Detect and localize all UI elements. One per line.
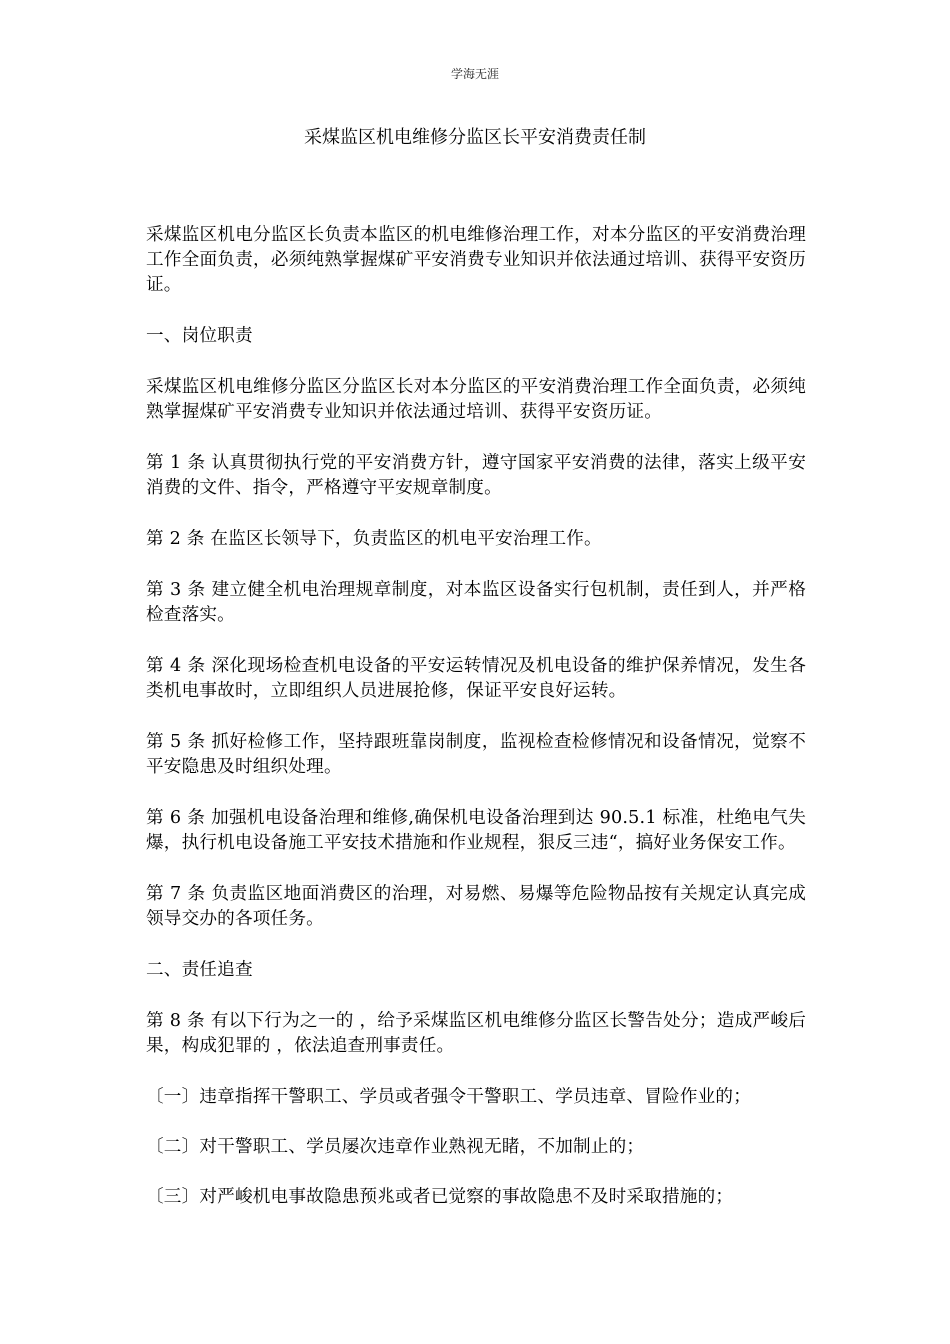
intro-paragraph: 采煤监区机电分监区长负责本监区的机电维修治理工作，对本分监区的平安消费治理工作全面负责，必须纯熟掌握煤矿平安消费专业知识并依法通过培训、获得平安资历证。: [146, 225, 806, 295]
section-heading-duties: 一、岗位职责: [146, 326, 253, 346]
article-7: 第 7 条 负责监区地面消费区的治理，对易燃、易爆等危险物品按有关规定认真完成领导交办的各项任务。: [146, 884, 806, 929]
article-4: 第 4 条 深化现场检查机电设备的平安运转情况及机电设备的维护保养情况，发生各类机电事故时，立即组织人员进展抢修，保证平安良好运转。: [146, 656, 806, 701]
page-header: 学海无涯: [450, 67, 499, 81]
document-title: 采煤监区机电维修分监区长平安消费责任制: [304, 127, 646, 148]
document-body: [146, 223, 806, 1235]
article-6: 第 6 条 加强机电设备治理和维修,确保机电设备治理到达 90.5.1 标准，杜绝电气失爆，执行机电设备施工平安技术措施和作业规程，狠反三违“，搞好业务保安工作。: [146, 808, 806, 853]
article-8: 第 8 条 有以下行为之一的 ，给予采煤监区机电维修分监区长警告处分；造成严峻后果，构成犯罪的 ，依法追查刑事责任。: [146, 1011, 806, 1056]
article-3: 第 3 条 建立健全机电治理规章制度，对本监区设备实行包机制，责任到人，并严格检查落实。: [146, 580, 806, 625]
article-2: 第 2 条 在监区长领导下，负责监区的机电平安治理工作。: [146, 529, 602, 549]
article-1: 第 1 条 认真贯彻执行党的平安消费方针，遵守国家平安消费的法律，落实上级平安消费的文件、指令，严格遵守平安规章制度。: [146, 453, 806, 498]
duties-summary-paragraph: 采煤监区机电维修分监区分监区长对本分监区的平安消费治理工作全面负责，必须纯熟掌握煤矿平安消费专业知识并依法通过培训、获得平安资历证。: [146, 377, 806, 422]
section-heading-accountability: 二、责任追查: [146, 960, 253, 980]
list-item: 〔三〕对严峻机电事故隐患预兆或者已觉察的事故隐患不及时采取措施的；: [146, 1187, 734, 1207]
list-item: 〔二〕对干警职工、学员屡次违章作业熟视无睹，不加制止的；: [146, 1137, 645, 1157]
list-item: 〔一〕违章指挥干警职工、学员或者强令干警职工、学员违章、冒险作业的；: [146, 1087, 751, 1107]
article-5: 第 5 条 抓好检修工作，坚持跟班靠岗制度，监视检查检修情况和设备情况，觉察不平安隐患及时组织处理。: [146, 732, 806, 777]
